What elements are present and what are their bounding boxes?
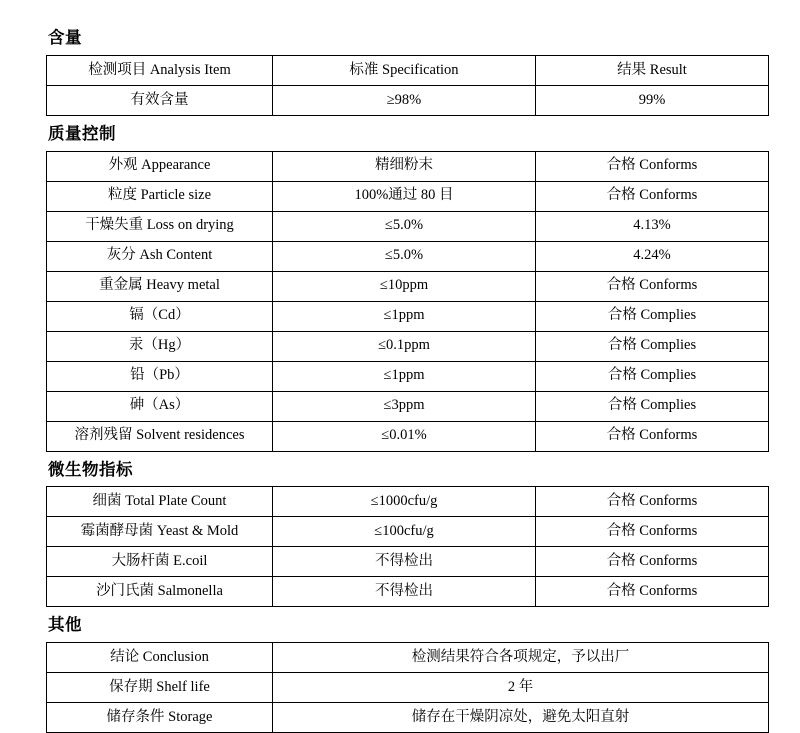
section-microbiology [46,458,768,608]
cell-result: 合格 Conforms [536,517,769,547]
table-row [47,271,769,301]
cell-specification: 不得检出 [273,577,536,607]
cell-result: 合格 Conforms [536,547,769,577]
cell-item: 储存条件 Storage [47,703,273,733]
cell-specification: ≤1ppm [273,361,536,391]
table-row [47,241,769,271]
cell-item: 粒度 Particle size [47,181,273,211]
cell-value: 2 年 [273,673,769,703]
cell-specification: ≤5.0% [273,241,536,271]
table-row [47,301,769,331]
column-header-specification: 标准 Specification [273,55,536,85]
cell-item: 铅（Pb） [47,361,273,391]
cell-item: 镉（Cd） [47,301,273,331]
cell-specification: 精细粉末 [273,151,536,181]
cell-specification: ≤0.1ppm [273,331,536,361]
table-row [47,487,769,517]
table-row [47,181,769,211]
quality-control-table [46,151,769,452]
cell-result: 合格 Conforms [536,577,769,607]
table-row [47,673,769,703]
cell-specification: ≤100cfu/g [273,517,536,547]
content-table [46,55,769,116]
table-row [47,577,769,607]
cell-item: 霉菌酵母菌 Yeast & Mold [47,517,273,547]
cell-specification: ≤3ppm [273,391,536,421]
cell-item: 重金属 Heavy metal [47,271,273,301]
microbiology-table [46,486,769,607]
table-row [47,547,769,577]
cell-specification: ≤0.01% [273,421,536,451]
cell-result: 99% [536,85,769,115]
table-row [47,361,769,391]
table-header-row [47,55,769,85]
section-title-microbiology: 微生物指标 [48,460,133,479]
cell-specification: 不得检出 [273,547,536,577]
section-title-quality-control: 质量控制 [48,124,116,143]
cell-item: 有效含量 [47,85,273,115]
cell-value: 储存在干燥阴凉处，避免太阳直射 [273,703,769,733]
cell-result: 合格 Complies [536,301,769,331]
section-title-content: 含量 [48,29,82,47]
cell-specification: ≤5.0% [273,211,536,241]
column-header-item: 检测项目 Analysis Item [47,55,273,85]
table-row [47,331,769,361]
table-row [47,211,769,241]
cell-item: 结论 Conclusion [47,643,273,673]
cell-item: 砷（As） [47,391,273,421]
cell-item: 溶剂残留 Solvent residences [47,421,273,451]
cell-specification: ≤1000cfu/g [273,487,536,517]
cell-result: 合格 Complies [536,361,769,391]
cell-item: 细菌 Total Plate Count [47,487,273,517]
table-row [47,643,769,673]
column-header-result: 结果 Result [536,55,769,85]
cell-specification: ≥98% [273,85,536,115]
cell-item: 沙门氏菌 Salmonella [47,577,273,607]
cell-result: 4.24% [536,241,769,271]
cell-result: 合格 Conforms [536,487,769,517]
cell-result: 合格 Conforms [536,421,769,451]
table-row [47,421,769,451]
cell-specification: 100%通过 80 目 [273,181,536,211]
other-table [46,642,769,733]
cell-item: 保存期 Shelf life [47,673,273,703]
cell-item: 外观 Appearance [47,151,273,181]
cell-result: 合格 Complies [536,331,769,361]
cell-item: 干燥失重 Loss on drying [47,211,273,241]
section-content [46,26,768,116]
cell-specification: ≤10ppm [273,271,536,301]
table-row [47,703,769,733]
cell-result: 4.13% [536,211,769,241]
table-row [47,391,769,421]
section-other [46,613,768,733]
cell-item: 灰分 Ash Content [47,241,273,271]
cell-item: 汞（Hg） [47,331,273,361]
table-row [47,85,769,115]
cell-specification: ≤1ppm [273,301,536,331]
section-title-other: 其他 [48,616,82,635]
cell-result: 合格 Conforms [536,181,769,211]
table-row [47,151,769,181]
cell-item: 大肠杆菌 E.coil [47,547,273,577]
table-row [47,517,769,547]
cell-result: 合格 Conforms [536,151,769,181]
cell-value: 检测结果符合各项规定，予以出厂 [273,643,769,673]
section-quality-control [46,122,768,452]
cell-result: 合格 Conforms [536,271,769,301]
cell-result: 合格 Complies [536,391,769,421]
